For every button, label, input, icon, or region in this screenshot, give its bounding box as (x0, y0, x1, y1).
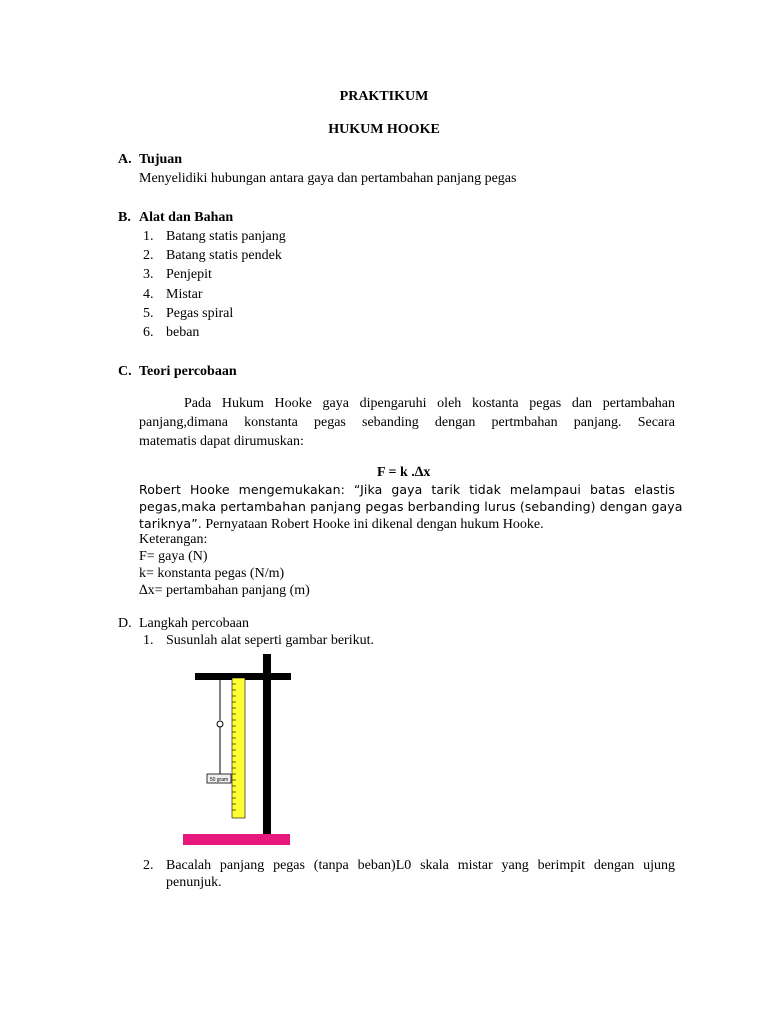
section-a-marker: A. (118, 152, 132, 167)
section-b-marker: B. (118, 210, 131, 225)
quote-tail: Pernyataan Robert Hooke ini dikenal dengan hukum Hooke. (201, 517, 544, 532)
list-item-number: 6. (143, 325, 154, 340)
section-c-heading: Teori percobaan (139, 364, 237, 379)
section-a-heading: Tujuan (139, 152, 183, 167)
paragraph-line: panjang,dimana konstanta pegas sebanding dengan pertmbahan panjang. Secara (139, 415, 675, 430)
list-item: Batang statis panjang (166, 229, 286, 244)
section-d-heading: Langkah percobaan (139, 616, 249, 631)
step-number: 2. (143, 858, 154, 873)
list-item-number: 2. (143, 248, 154, 263)
list-item-number: 1. (143, 229, 154, 244)
apparatus-diagram (176, 650, 296, 850)
weight-label: 50 gram (209, 777, 229, 783)
document-subtitle: HUKUM HOOKE (328, 122, 440, 137)
keterangan-label: Keterangan: (139, 532, 208, 547)
ruler (232, 678, 245, 818)
vertical-stand-rod (263, 654, 271, 834)
stand-base (183, 834, 290, 845)
quote-line-end: tariknya”. (139, 516, 202, 531)
list-item: Mistar (166, 287, 203, 302)
quote-line: pegas,maka pertambahan panjang pegas berbanding lurus (sebanding) dengan gaya (139, 499, 683, 514)
definition-item: k= konstanta pegas (N/m) (139, 566, 285, 581)
section-c-marker: C. (118, 364, 132, 379)
list-item-number: 4. (143, 287, 154, 302)
section-b-heading: Alat dan Bahan (139, 210, 234, 225)
list-item: Penjepit (166, 267, 212, 282)
document-title: PRAKTIKUM (339, 89, 429, 104)
formula: F = k .∆x (377, 465, 431, 480)
list-item: beban (166, 325, 200, 340)
paragraph-line: matematis dapat dirumuskan: (139, 434, 304, 449)
list-item-number: 5. (143, 306, 154, 321)
list-item-number: 3. (143, 267, 154, 282)
list-item: Batang statis pendek (166, 248, 282, 263)
quote-line: Robert Hooke mengemukakan: “Jika gaya tarik tidak melampaui batas elastis (139, 482, 675, 497)
paragraph-line: Pada Hukum Hooke gaya dipengaruhi oleh kostanta pegas dan pertambahan (184, 396, 675, 411)
section-d-marker: D. (118, 616, 132, 631)
list-item: Pegas spiral (166, 306, 234, 321)
definition-item: F= gaya (N) (139, 549, 208, 564)
step-text: penunjuk. (166, 875, 222, 890)
definition-item: ∆x= pertambahan panjang (m) (139, 583, 310, 598)
spring-pointer (217, 721, 223, 727)
step-number: 1. (143, 633, 154, 648)
step-text: Susunlah alat seperti gambar berikut. (166, 633, 374, 648)
section-a-text: Menyelidiki hubungan antara gaya dan pertambahan panjang pegas (139, 171, 517, 186)
step-text: Bacalah panjang pegas (tanpa beban)L0 skala mistar yang berimpit dengan ujung (166, 858, 675, 873)
